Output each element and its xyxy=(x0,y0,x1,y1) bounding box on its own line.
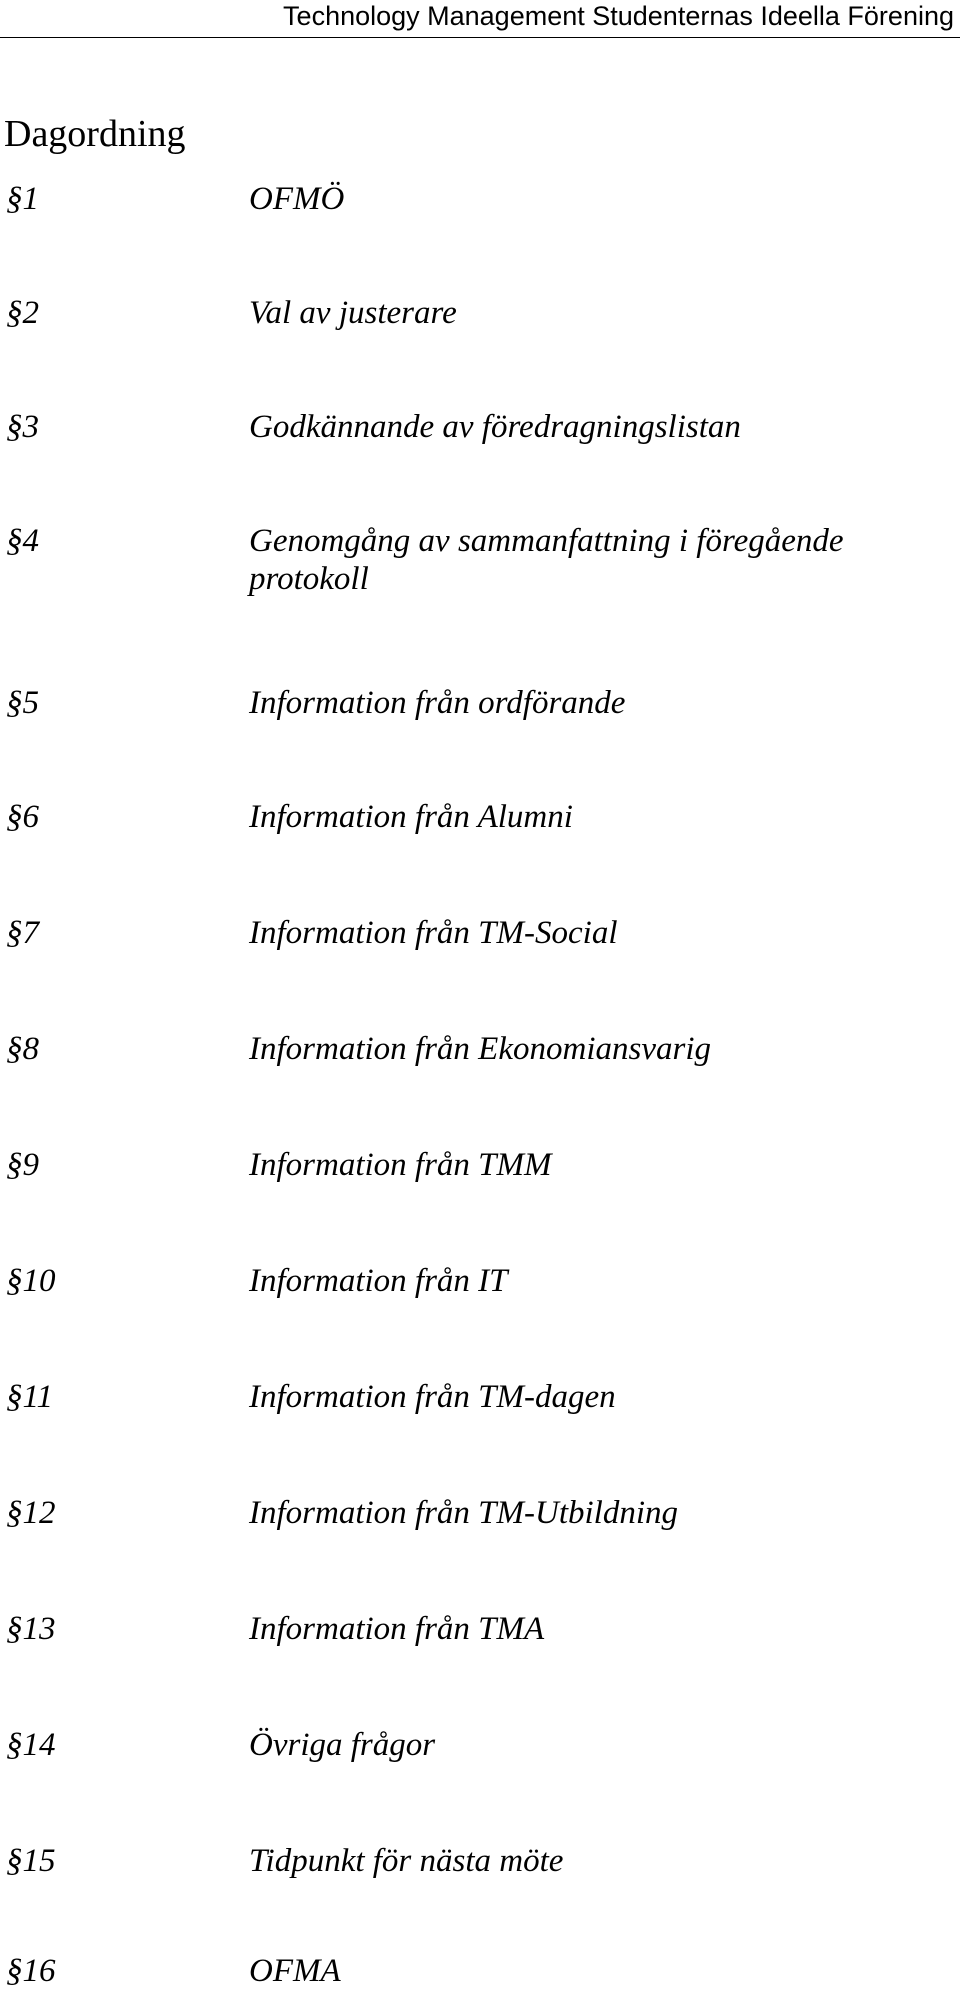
item-number: §4 xyxy=(6,523,39,559)
item-number: §16 xyxy=(6,1953,56,1989)
item-number: §6 xyxy=(6,799,39,835)
item-number: §11 xyxy=(6,1379,54,1415)
item-text: Övriga frågor xyxy=(249,1727,436,1763)
item-text: Information från TM-Utbildning xyxy=(249,1495,679,1531)
organization-name: Technology Management Studenternas Ideella Förening xyxy=(283,1,954,31)
item-text: Information från TM-dagen xyxy=(249,1379,616,1415)
item-text: Information från TMA xyxy=(249,1611,545,1647)
item-text: Information från TMM xyxy=(249,1147,552,1183)
item-text: Information från TM-Social xyxy=(249,915,618,951)
item-text: OFMÖ xyxy=(249,181,345,217)
item-number: §5 xyxy=(6,685,39,721)
item-text: Val av justerare xyxy=(249,295,457,331)
item-text: Information från IT xyxy=(249,1263,508,1299)
item-text: Godkännande av föredragningslistan xyxy=(249,409,741,445)
item-number: §8 xyxy=(6,1031,39,1067)
item-text: Tidpunkt för nästa möte xyxy=(249,1843,564,1879)
item-number: §9 xyxy=(6,1147,39,1183)
item-text: Information från ordförande xyxy=(249,685,626,721)
item-number: §3 xyxy=(6,409,39,445)
item-number: §10 xyxy=(6,1263,56,1299)
item-number: §2 xyxy=(6,295,39,331)
agenda-heading: Dagordning xyxy=(4,113,186,155)
item-text: OFMA xyxy=(249,1953,341,1989)
item-text: Genomgång av sammanfattning i föregående protokoll xyxy=(249,523,844,597)
item-text: Information från Alumni xyxy=(249,799,573,835)
item-number: §1 xyxy=(6,181,39,217)
item-text: Information från Ekonomiansvarig xyxy=(249,1031,711,1067)
item-number: §14 xyxy=(6,1727,56,1763)
item-number: §7 xyxy=(6,915,39,951)
item-number: §12 xyxy=(6,1495,56,1531)
item-number: §13 xyxy=(6,1611,56,1647)
item-number: §15 xyxy=(6,1843,56,1879)
